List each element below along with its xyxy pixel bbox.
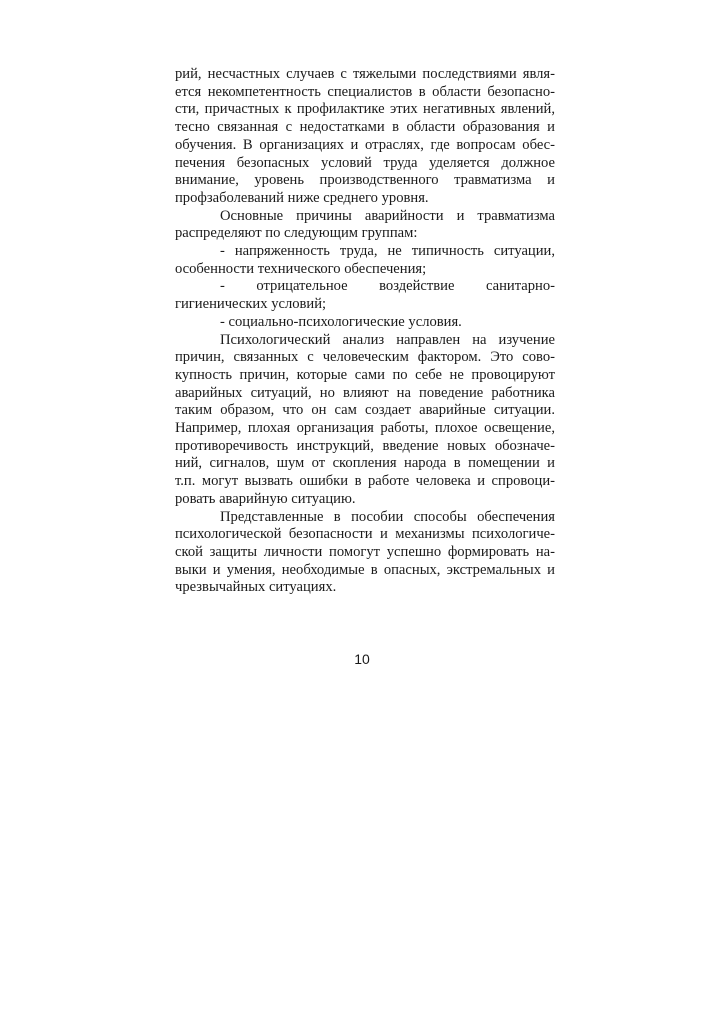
text-line: сти, причастных к профилактике этих негативных явлений, [175,101,555,118]
text-line: т.п. могут вызвать ошибки в работе человека и спровоци- [175,473,555,490]
text-line: печения безопасных условий труда уделяется должное [175,154,555,171]
paragraph [175,208,555,243]
paragraph [175,278,555,313]
body-text [175,66,555,597]
text-line: Например, плохая организация работы, плохое освещение, [175,420,555,437]
text-line: Психологический анализ направлен на изучение [220,331,555,348]
text-line: выки и умения, необходимые в опасных, экстремальных и [175,561,555,578]
text-line: рий, несчастных случаев с тяжелыми последствиями явля- [175,66,555,82]
text-line: чрезвычайных ситуациях. [175,579,337,596]
text-line: - отрицательное воздействие санитарно- [220,278,555,295]
text-line: причин, связанных с человеческим фактором. Это сово- [175,349,555,366]
text-line: ской защиты личности помогут успешно формировать на- [175,543,555,560]
text-line: - социально-психологические условия. [220,313,462,330]
paragraph [175,66,555,208]
page-number: 10 [354,651,370,667]
paragraph [175,509,555,598]
text-line: таким образом, что он сам создает аварийные ситуации. [175,402,555,419]
text-line: противоречивость инструкций, введение новых обозначе- [175,437,555,454]
text-line: - напряженность труда, не типичность ситуации, [220,243,555,260]
paragraph [175,314,555,332]
text-line: гигиенических условий; [175,296,327,313]
text-line: ется некомпетентность специалистов в области безопасно- [175,83,555,100]
text-line: Представленные в пособии способы обеспечения [220,508,555,525]
text-line: тесно связанная с недостатками в области образования и [175,119,555,136]
paragraph [175,243,555,278]
text-line: ровать аварийную ситуацию. [175,490,356,507]
text-line: аварийных ситуаций, но влияют на поведение работника [175,384,555,401]
text-line: распределяют по следующим группам: [175,225,418,242]
text-line: купность причин, которые сами по себе не провоцируют [175,366,555,383]
text-line: внимание, уровень производственного травматизма и [175,172,555,189]
paragraph [175,332,555,509]
text-line: обучения. В организациях и отраслях, где вопросам обес- [175,136,555,153]
text-line: психологической безопасности и механизмы психологиче- [175,526,555,543]
text-line: ний, сигналов, шум от скопления народа в помещении и [175,455,555,472]
text-line: особенности технического обеспечения; [175,260,427,277]
text-line: Основные причины аварийности и травматизма [220,207,555,224]
text-line: профзаболеваний ниже среднего уровня. [175,189,429,206]
